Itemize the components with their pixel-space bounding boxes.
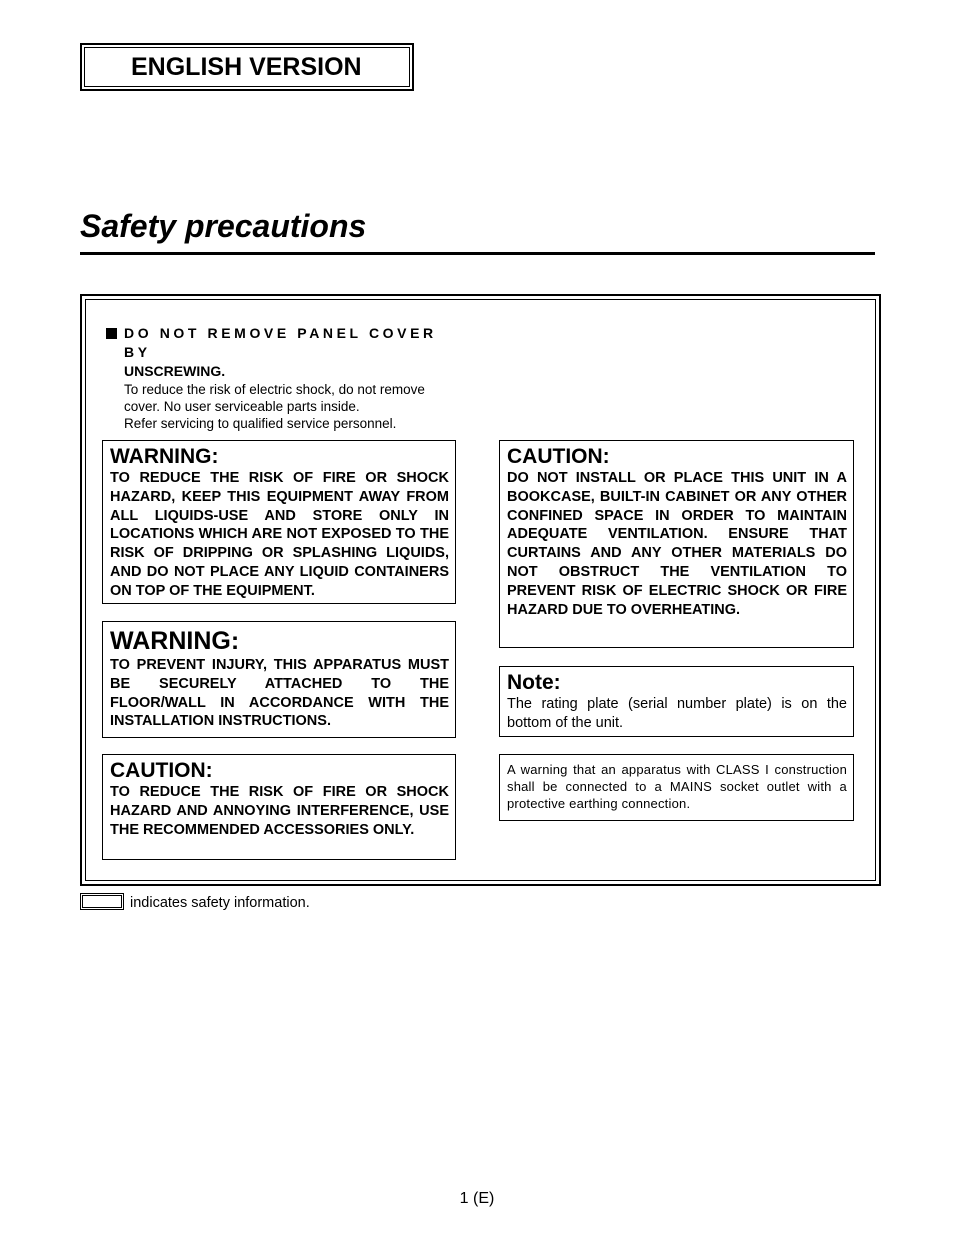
caution-ventilation-notice: [499, 440, 854, 648]
warning-injury-text: TO PREVENT INJURY, THIS APPARATUS MUST BE SECURELY ATTACHED TO THE FLOOR/WALL IN ACCORDANCE WITH THE INSTALLATION INSTRUCTIONS.: [110, 657, 449, 730]
panel-cover-notice: [106, 324, 461, 432]
warning-liquids-title: WARNING:: [110, 445, 219, 468]
warning-injury-notice: [102, 621, 456, 738]
panel-cover-heading: [106, 324, 461, 381]
caution-accessories-title: CAUTION:: [110, 759, 213, 782]
panel-cover-heading-line1: DO NOT REMOVE PANEL COVER BY: [124, 325, 437, 360]
safety-information-box: [80, 294, 881, 886]
page-number: 1 (E): [459, 1190, 495, 1207]
panel-cover-body: [106, 381, 461, 432]
warning-liquids-notice: [102, 440, 456, 604]
title-underline: [80, 252, 875, 255]
safety-information-inner: [85, 299, 876, 881]
warning-injury-title: WARNING:: [110, 627, 240, 655]
panel-cover-body-line1: To reduce the risk of electric shock, do not remove: [124, 382, 425, 397]
safety-legend-text: indicates safety information.: [130, 895, 310, 911]
version-label: ENGLISH VERSION: [84, 47, 410, 87]
warning-liquids-text: TO REDUCE THE RISK OF FIRE OR SHOCK HAZARD, KEEP THIS EQUIPMENT AWAY FROM ALL LIQUIDS-USE AND STORE ONLY IN LOCATIONS WHICH ARE NOT EXPOSED TO THE RISK OF DRIPPING OR SPLASHING LIQUIDS, AND DO NOT PLACE ANY LIQUID CONTAINERS ON TOP OF THE EQUIPMENT.: [110, 470, 449, 599]
class-one-text: A warning that an apparatus with CLASS I construction shall be connected to a MAINS socket outlet with a protective earthing connection.: [507, 762, 847, 811]
caution-accessories-text: TO REDUCE THE RISK OF FIRE OR SHOCK HAZARD AND ANNOYING INTERFERENCE, USE THE RECOMMENDED ACCESSORIES ONLY.: [110, 784, 449, 838]
panel-cover-heading-line2: UNSCREWING.: [124, 363, 226, 379]
double-frame-icon: [80, 893, 124, 910]
square-bullet-icon: [106, 328, 117, 339]
page-title: Safety precautions: [80, 208, 367, 244]
panel-cover-body-line3: Refer servicing to qualified service personnel.: [124, 416, 397, 431]
rating-plate-note: [499, 666, 854, 737]
caution-ventilation-text: DO NOT INSTALL OR PLACE THIS UNIT IN A BOOKCASE, BUILT-IN CABINET OR ANY OTHER CONFINED SPACE IN ORDER TO MAINTAIN ADEQUATE VENTILATION. ENSURE THAT CURTAINS AND ANY OTHER MATERIALS DO NOT OBSTRUCT THE VENTILATION TO PREVENT RISK OF ELECTRIC SHOCK OR FIRE HAZARD DUE TO OVERHEATING.: [507, 470, 847, 618]
safety-legend: [80, 894, 310, 912]
rating-plate-note-title: Note:: [507, 671, 561, 694]
caution-accessories-notice: [102, 754, 456, 860]
class-one-notice: [499, 754, 854, 821]
rating-plate-note-text: The rating plate (serial number plate) is on the bottom of the unit.: [507, 696, 847, 731]
version-label-box: [80, 43, 414, 91]
caution-ventilation-title: CAUTION:: [507, 445, 610, 468]
panel-cover-body-line2: cover. No user serviceable parts inside.: [124, 399, 360, 414]
